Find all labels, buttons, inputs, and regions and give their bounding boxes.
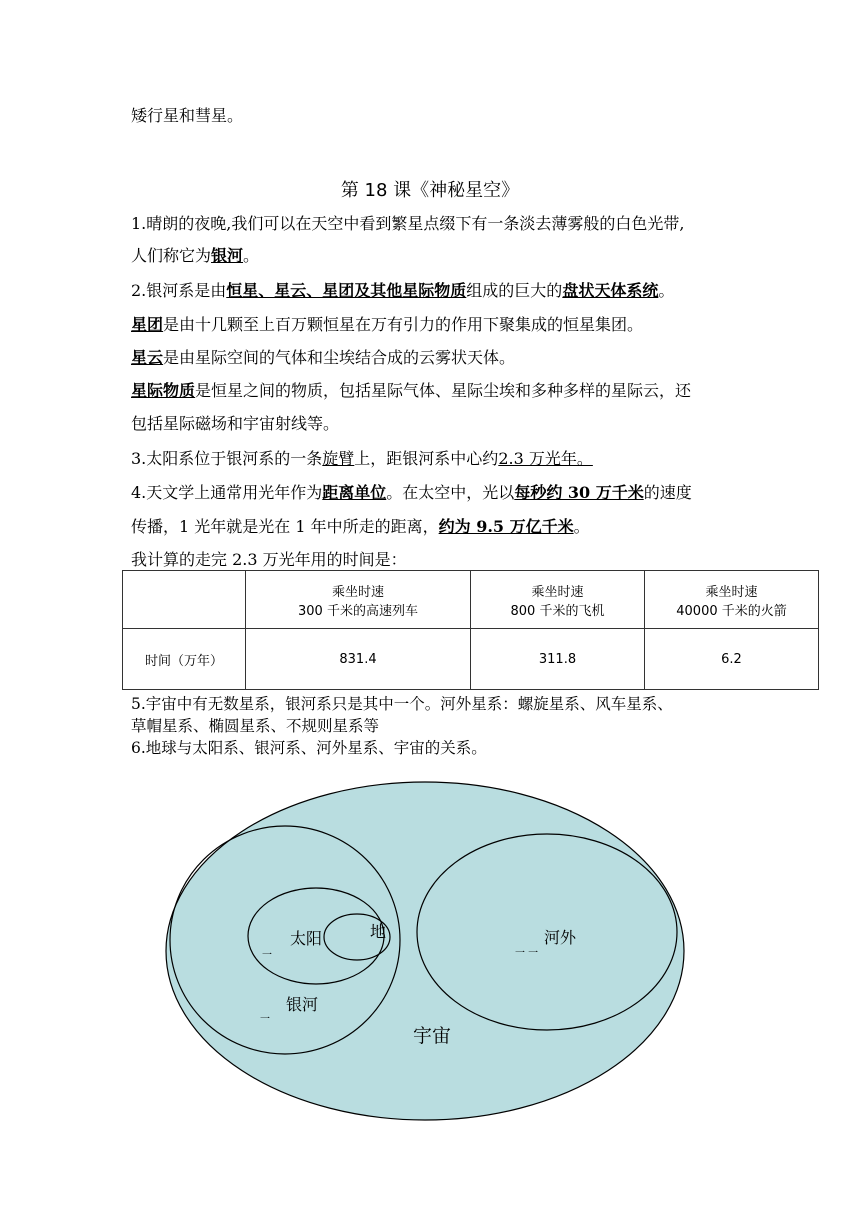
paragraph-5-cont: 草帽星系、椭圆星系、不规则星系等 (131, 717, 380, 735)
p1-text: 人们称它为 (131, 246, 212, 265)
mark-3: 一 一 (515, 948, 539, 959)
p1-end: 。 (243, 246, 260, 265)
label-universe: 宇宙 (413, 1025, 452, 1047)
matter-text: 是恒星之间的物质，包括星际气体、星际尘埃和多种多样的星际云，还 (195, 381, 692, 400)
value-train: 831.4 (246, 629, 471, 690)
universe-ellipse (166, 782, 684, 1120)
header-rocket-l1: 乘坐时速 (705, 584, 758, 600)
term-light-speed: 每秒约 30 万千米 (514, 483, 644, 502)
term-distance-unit: 距离单位 (322, 483, 387, 502)
value-plane: 311.8 (471, 629, 645, 690)
p2-b: 组成的巨大的 (466, 281, 563, 300)
header-plane-l1: 乘坐时速 (531, 584, 584, 600)
label-earth: 地 (370, 922, 387, 941)
term-light-year: 约为 9.5 万亿千米 (438, 517, 574, 536)
term-disk-system: 盘状天体系统 (562, 281, 659, 300)
term-components: 恒星、星云、星团及其他星际物质 (226, 281, 467, 300)
top-line: 矮行星和彗星。 (131, 106, 244, 125)
p4-b: 。在太空中，光以 (386, 483, 515, 502)
p2-c: 。 (658, 281, 675, 300)
label-galaxy: 银河 (286, 995, 319, 1014)
paragraph-1: 1.晴朗的夜晚,我们可以在天空中看到繁星点缀下有一条淡去薄雾般的白色光带, (131, 214, 685, 233)
term-cluster: 星团 (131, 315, 164, 334)
mark-2: 一 (260, 1014, 270, 1025)
value-rocket: 6.2 (645, 629, 819, 690)
header-rocket-l2: 40000 千米的火箭 (676, 603, 787, 619)
header-plane-l2: 800 千米的飞机 (510, 603, 605, 619)
calc-intro: 我计算的走完 2.3 万光年用的时间是： (131, 550, 407, 569)
paragraph-6: 6.地球与太阳系、银河系、河外星系、宇宙的关系。 (131, 739, 487, 757)
label-sun: 太阳 (290, 929, 323, 948)
p4-a: 4.天文学上通常用光年作为 (131, 483, 323, 502)
paragraph-5: 5.宇宙中有无数星系，银河系只是其中一个。河外星系：螺旋星系、风车星系、 (131, 695, 673, 713)
term-matter: 星际物质 (131, 381, 196, 400)
p4-c: 的速度 (643, 483, 692, 502)
cluster-text: 是由十几颗至上百万颗恒星在万有引力的作用下聚集成的恒星集团。 (163, 315, 644, 334)
term-milky-way: 银河 (211, 246, 244, 265)
p4-d: 传播，1 光年就是光在 1 年中所走的距离， (131, 517, 439, 536)
term-nebula: 星云 (131, 348, 164, 367)
header-train-l1: 乘坐时速 (331, 584, 384, 600)
row-label: 时间（万年） (123, 629, 246, 690)
p4-e: 。 (573, 517, 590, 536)
label-extragalactic: 河外 (544, 928, 577, 947)
paragraph-matter-cont: 包括星际磁场和宇宙射线等。 (131, 414, 340, 433)
page-title: 第 18 课《神秘星空》 (340, 180, 520, 201)
mark-1: 一 (262, 950, 272, 961)
nebula-text: 是由星际空间的气体和尘埃结合成的云雾状天体。 (163, 348, 516, 367)
p3-a: 3.太阳系位于银河系的一条 (131, 449, 323, 468)
term-spiral-arm: 旋臂 (322, 449, 355, 468)
distance-value: 2.3 万光年。 (498, 449, 593, 468)
p2-a: 2.银河系是由 (131, 281, 227, 300)
header-train-l2: 300 千米的高速列车 (298, 603, 418, 619)
p3-b: 上，距银河系中心约 (354, 449, 499, 468)
